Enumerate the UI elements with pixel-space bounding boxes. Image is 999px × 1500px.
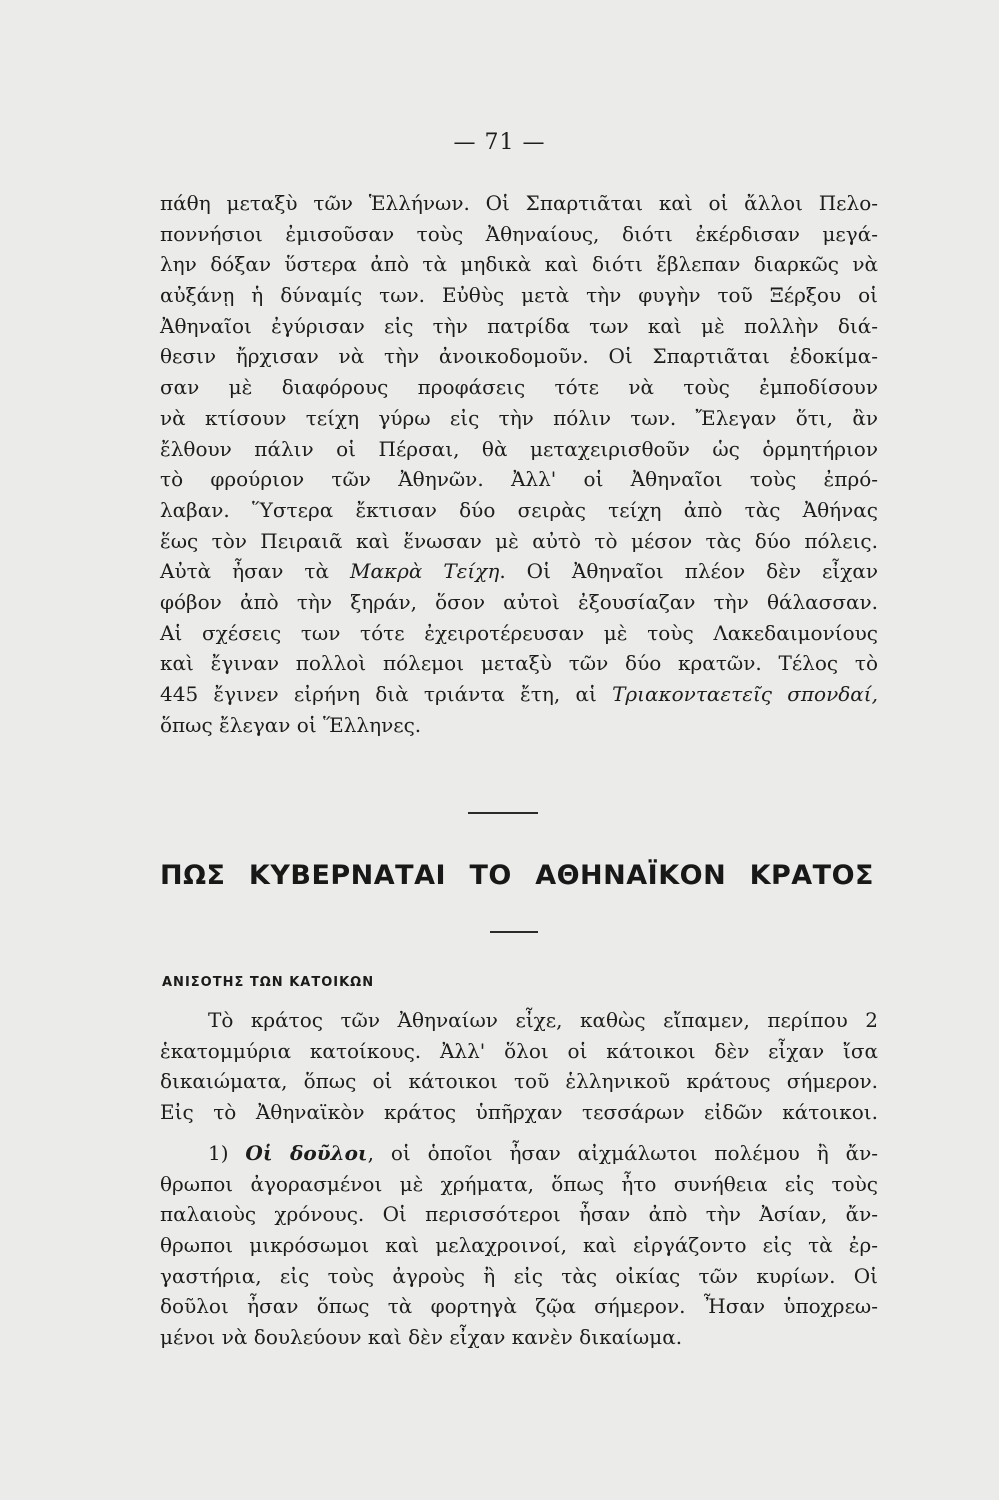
text-line: ὅπως ἔλεγαν οἱ Ἕλληνες. [160, 712, 422, 737]
text-line: ἕως τὸν Πειραιᾶ καὶ ἕνωσαν μὲ αὐτὸ τὸ μέσον τὰς δύο πόλεις. [160, 528, 878, 553]
text-line: θρωποι ἀγορασμένοι μὲ χρήματα, ὅπως ἦτο συνήθεια εἰς τοὺς [160, 1171, 878, 1196]
text-line: νὰ κτίσουν τείχη γύρω εἰς τὴν πόλιν των. Ἔλεγαν ὅτι, ἂν [160, 405, 878, 430]
title-underline [490, 931, 538, 933]
list-number: 1) [208, 1141, 229, 1165]
text-line: παλαιοὺς χρόνους. Οἱ περισσότεροι ἦσαν ἀπὸ τὴν Ἀσίαν, ἄν- [160, 1202, 878, 1227]
text-line: Ἀθηναῖοι ἐγύρισαν εἰς τὴν πατρίδα των καὶ μὲ πολλὴν διά- [160, 313, 878, 338]
paragraph-3 [160, 1138, 878, 1353]
text-line [160, 556, 878, 587]
long-walls-term: Μακρὰ Τείχη [349, 559, 500, 584]
text-line: τὸ φρούριον τῶν Ἀθηνῶν. Ἀλλ' οἱ Ἀθηναῖοι τοὺς ἐπρό- [160, 467, 878, 492]
text-line: γαστήρια, εἰς τοὺς ἀγροὺς ἢ εἰς τὰς οἰκίας τῶν κυρίων. Οἱ [160, 1263, 878, 1288]
text-line [160, 679, 878, 710]
subheading: ΑΝΙΣΟΤΗΣ ΤΩΝ ΚΑΤΟΙΚΩΝ [162, 975, 375, 990]
text-line: θεσιν ἤρχισαν νὰ τὴν ἀνοικοδομοῦν. Οἱ Σπαρτιᾶται ἐδοκίμα- [160, 344, 878, 369]
text-fragment: 445 ἔγινεν εἰρήνη διὰ τριάντα ἔτη, αἱ [160, 682, 597, 706]
text-line: λαβαν. Ὕστερα ἔκτισαν δύο σειρὰς τείχη ἀπὸ τὰς Ἀθήνας [160, 497, 878, 522]
section-divider [468, 812, 538, 814]
text-line: δικαιώματα, ὅπως οἱ κάτοικοι τοῦ ἑλληνικοῦ κράτους σήμερον. [160, 1069, 878, 1094]
text-line [160, 1138, 878, 1169]
text-line: δοῦλοι ἦσαν ὅπως τὰ φορτηγὰ ζῷα σήμερον. Ἦσαν ὑποχρεω- [160, 1294, 878, 1319]
text-line: πάθη μεταξὺ τῶν Ἑλλήνων. Οἱ Σπαρτιᾶται καὶ οἱ ἄλλοι Πελο- [160, 191, 878, 215]
text-fragment: . Οἱ Ἀθηναῖοι πλέον δὲν εἶχαν [499, 559, 878, 584]
text-line: Αἱ σχέσεις των τότε ἐχειροτέρευσαν μὲ τοὺς Λακεδαιμονίους [160, 620, 878, 645]
text-line: ἔλθουν πάλιν οἱ Πέρσαι, θὰ μεταχειρισθοῦν ὡς ὁρμητήριον [160, 436, 878, 461]
text-fragment: , οἱ ὁποῖοι ἦσαν αἰχμάλωτοι πολέμου ἢ ἄν- [367, 1141, 878, 1165]
slaves-heading: Οἱ δοῦλοι [245, 1141, 368, 1165]
page-number: — 71 — [453, 130, 546, 155]
thirty-years-peace-term: Τριακονταετεῖς σπονδαί, [612, 682, 878, 706]
text-line: Τὸ κράτος τῶν Ἀθηναίων εἶχε, καθὼς εἴπαμεν, περίπου 2 [208, 1008, 878, 1032]
section-title: ΠΩΣ ΚΥΒΕΡΝΑΤΑΙ ΤΟ ΑΘΗΝΑΪΚΟΝ ΚΡΑΤΟΣ [160, 860, 874, 891]
text-fragment: Αὐτὰ ἦσαν τὰ [160, 559, 329, 584]
text-line: αὐξάνῃ ἡ δύναμίς των. Εὐθὺς μετὰ τὴν φυγὴν τοῦ Ξέρξου οἱ [160, 283, 878, 308]
paragraph-1 [160, 188, 878, 740]
text-line: μένοι νὰ δουλεύουν καὶ δὲν εἶχαν κανὲν δικαίωμα. [160, 1325, 683, 1350]
paragraph-2 [160, 1005, 878, 1128]
text-line: καὶ ἔγιναν πολλοὶ πόλεμοι μεταξὺ τῶν δύο κρατῶν. Τέλος τὸ [160, 651, 878, 676]
text-line: Εἰς τὸ Ἀθηναϊκὸν κράτος ὑπῆρχαν τεσσάρων εἰδῶν κάτοικοι. [160, 1100, 878, 1125]
text-line: φόβον ἀπὸ τὴν ξηράν, ὅσον αὐτοὶ ἐξουσίαζαν τὴν θάλασσαν. [160, 589, 878, 614]
text-line: ποννήσιοι ἐμισοῦσαν τοὺς Ἀθηναίους, διότι ἐκέρδισαν μεγά- [160, 221, 878, 246]
text-line: ἑκατομμύρια κατοίκους. Ἀλλ' ὅλοι οἱ κάτοικοι δὲν εἶχαν ἴσα [160, 1038, 878, 1063]
text-line: θρωποι μικρόσωμοι καὶ μελαχροινοί, καὶ εἰργάζοντο εἰς τὰ ἐρ- [160, 1233, 878, 1258]
text-line: σαν μὲ διαφόρους προφάσεις τότε νὰ τοὺς ἐμποδίσουν [160, 375, 878, 400]
text-line: λην δόξαν ὕστερα ἀπὸ τὰ μηδικὰ καὶ διότι ἔβλεπαν διαρκῶς νὰ [160, 252, 878, 277]
